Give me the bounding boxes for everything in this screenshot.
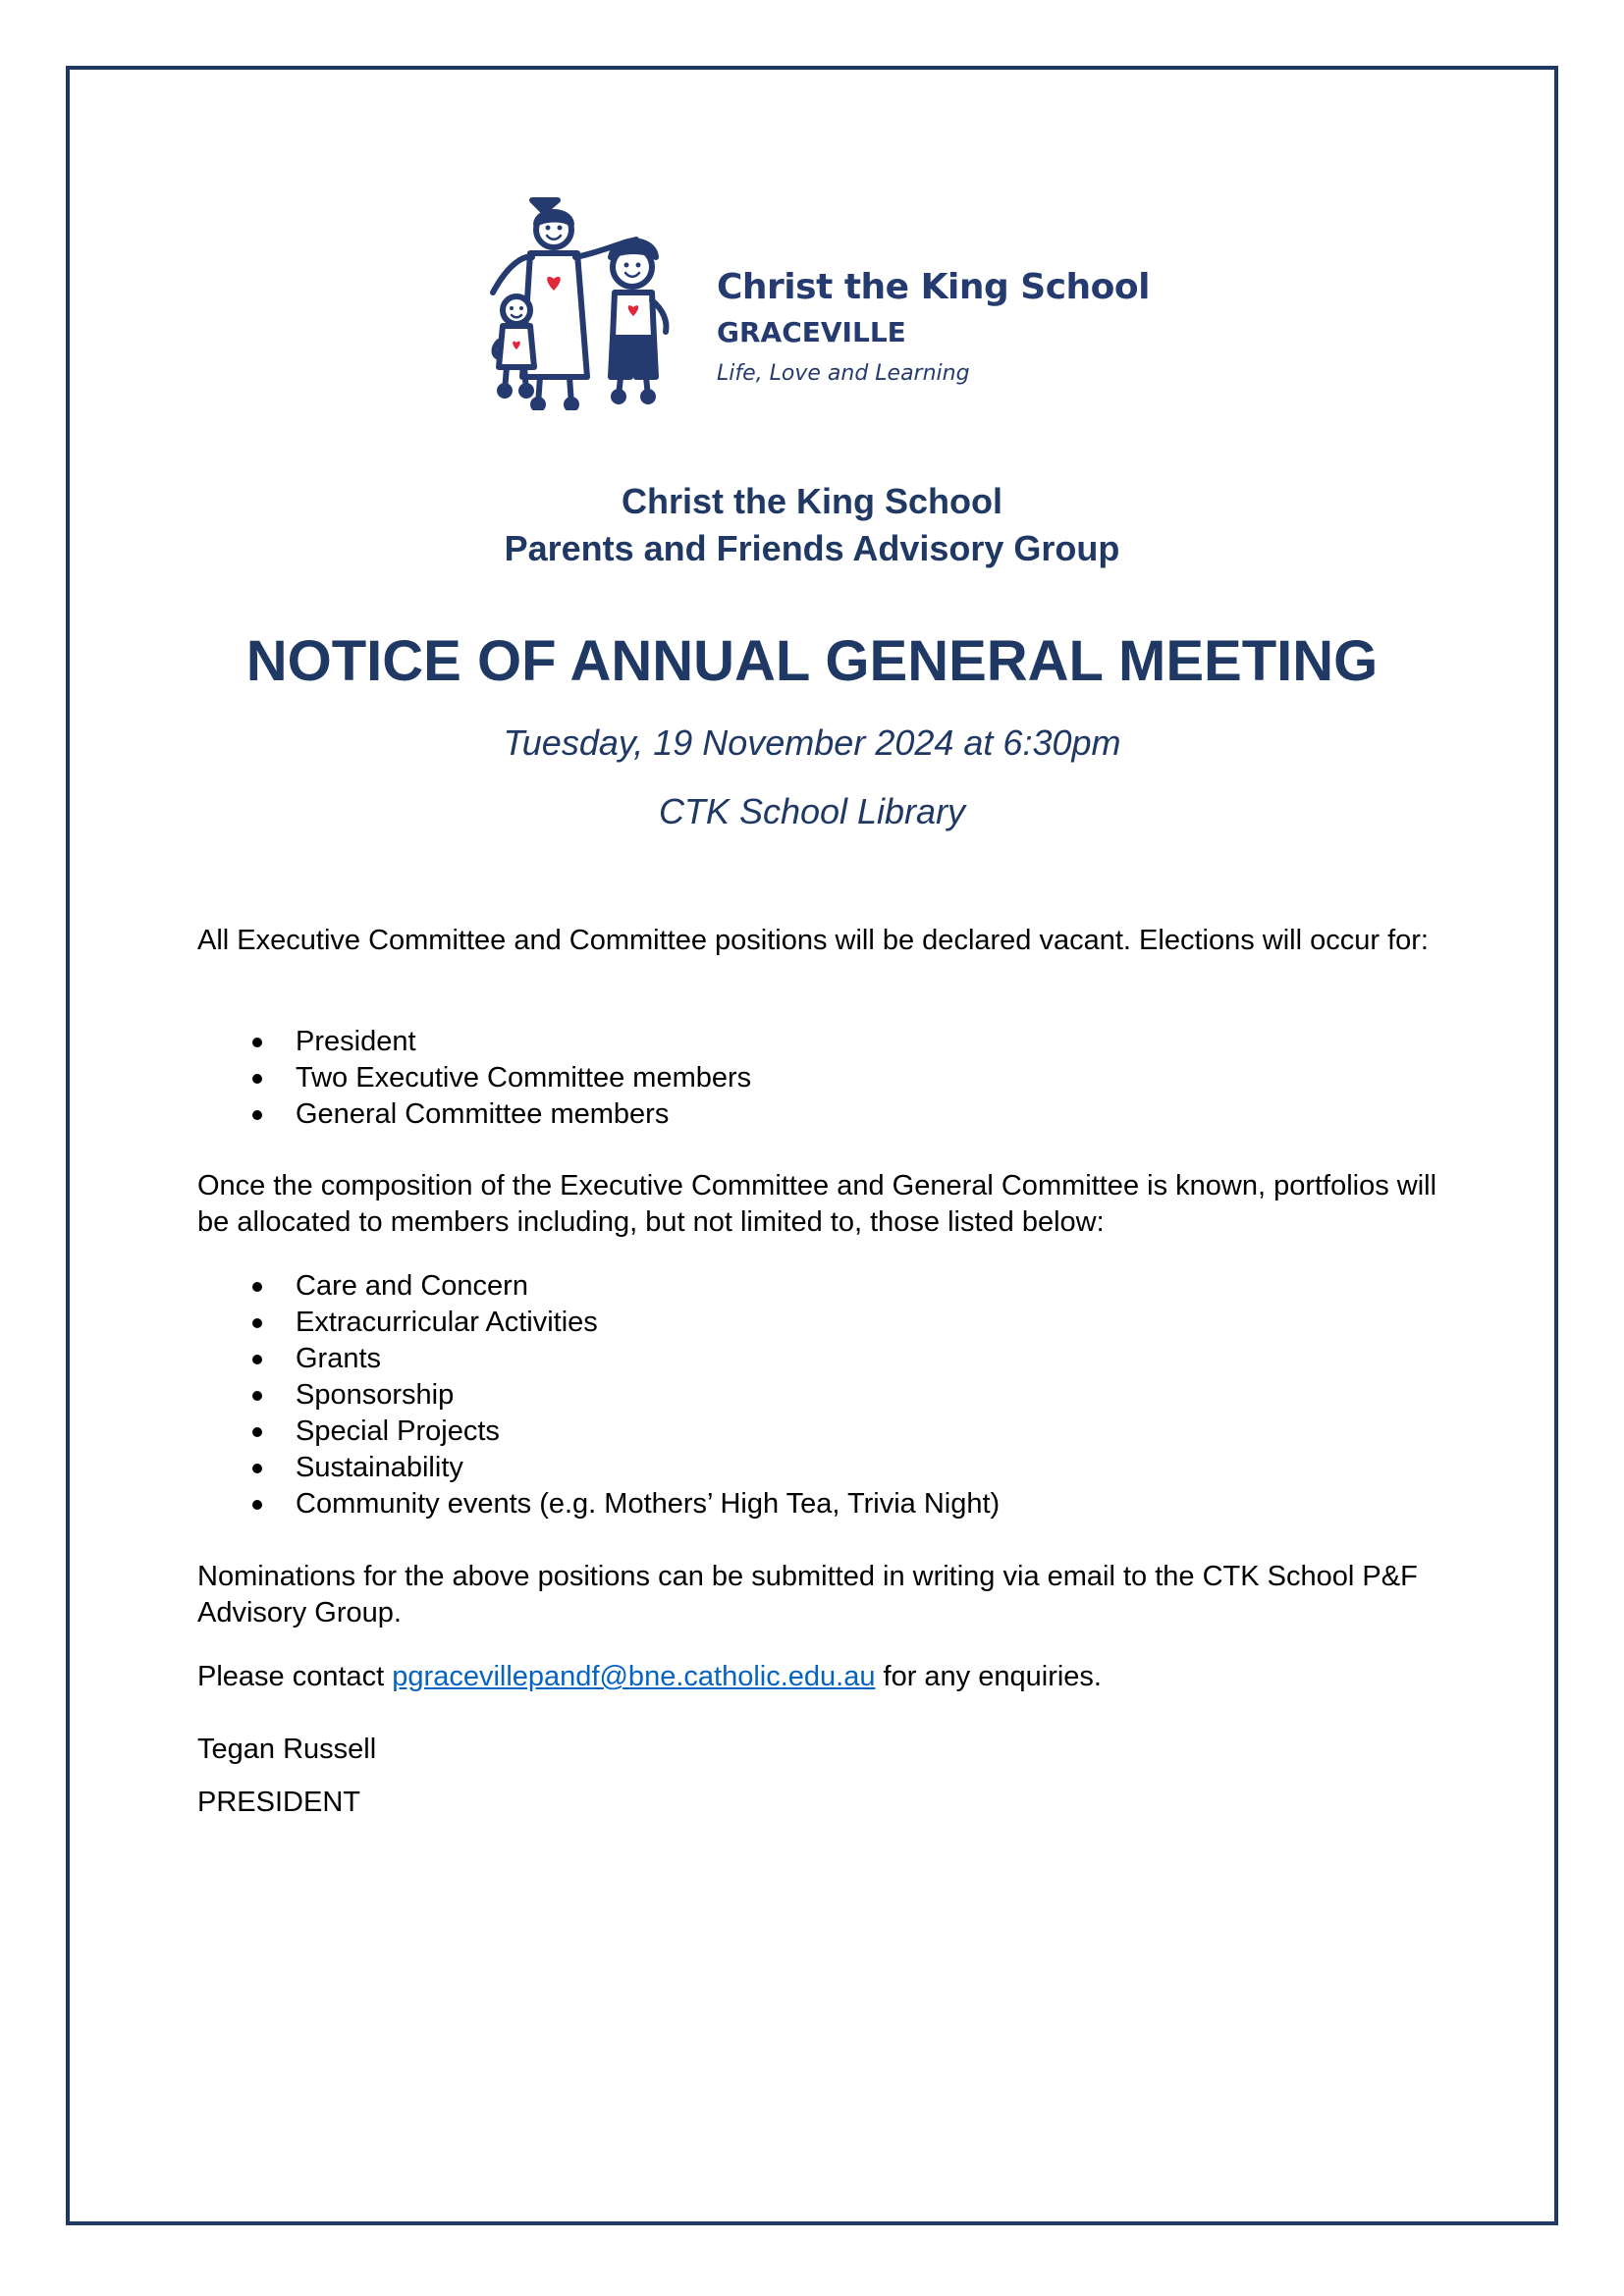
list-item: [197, 1486, 1464, 1522]
list-item: [197, 1450, 1464, 1486]
bullet-icon: [252, 1318, 262, 1328]
list-item: [197, 1096, 1464, 1133]
list-item: [197, 1268, 1464, 1305]
bullet-icon: [252, 1355, 262, 1364]
list-item: [197, 1414, 1464, 1450]
list-item-text: Sustainability: [296, 1452, 463, 1483]
list-item-text: Two Executive Committee members: [296, 1062, 752, 1094]
logo-tagline: Life, Love and Learning: [717, 361, 970, 386]
logo-school-name: Christ the King School: [717, 267, 1150, 307]
list-item-text: Grants: [296, 1343, 382, 1374]
list-item: [197, 1377, 1464, 1414]
list-item-text: General Committee members: [296, 1098, 670, 1130]
signatory-name: Tegan Russell: [197, 1734, 377, 1765]
bullet-icon: [252, 1391, 262, 1401]
list-item: [197, 1305, 1464, 1341]
list-item-text: Community events (e.g. Mothers’ High Tea, Trivia Night): [296, 1488, 1001, 1520]
logo-school-location: GRACEVILLE: [717, 316, 906, 348]
organisation-name: Christ the King School: [621, 481, 1002, 521]
meeting-date: Tuesday, 19 November 2024 at 6:30pm: [503, 722, 1121, 763]
portfolios-intro-paragraph: Once the composition of the Executive Committee and General Committee is known, portfolios will be allocated to members including, but not limited to, those listed below:: [197, 1170, 1437, 1238]
list-item-text: Care and Concern: [296, 1270, 528, 1302]
list-item-text: Special Projects: [296, 1415, 500, 1447]
bullet-icon: [252, 1500, 262, 1510]
bullet-icon: [252, 1464, 262, 1473]
list-item-text: Sponsorship: [296, 1379, 455, 1411]
elections-intro-paragraph: All Executive Committee and Committee positions will be declared vacant. Elections will occur for:: [197, 925, 1429, 956]
list-item-text: President: [296, 1026, 416, 1057]
bullet-icon: [252, 1038, 262, 1047]
signatory-title: PRESIDENT: [197, 1787, 360, 1818]
bullet-icon: [252, 1282, 262, 1292]
nominations-paragraph: Nominations for the above positions can be submitted in writing via email to the CTK School P&F Advisory Group.: [197, 1561, 1418, 1629]
list-item: [197, 1024, 1464, 1060]
contact-paragraph: [197, 1659, 1464, 1695]
meeting-venue: CTK School Library: [658, 791, 966, 831]
bullet-icon: [252, 1110, 262, 1120]
contact-email-link[interactable]: pgracevillepandf@bne.catholic.edu.au: [392, 1661, 876, 1692]
contact-suffix: for any enquiries.: [875, 1661, 1102, 1692]
contact-prefix: Please contact: [197, 1661, 393, 1692]
elections-list: [197, 1024, 1464, 1133]
bullet-icon: [252, 1074, 262, 1084]
list-item-text: Extracurricular Activities: [296, 1307, 598, 1338]
school-logo: [489, 194, 1157, 410]
bullet-icon: [252, 1427, 262, 1437]
list-item: [197, 1341, 1464, 1377]
notice-title: NOTICE OF ANNUAL GENERAL MEETING: [245, 629, 1379, 693]
list-item: [197, 1060, 1464, 1096]
organisation-group: Parents and Friends Advisory Group: [504, 528, 1120, 568]
children-logo-icon: [489, 194, 715, 410]
portfolios-list: [197, 1268, 1464, 1522]
